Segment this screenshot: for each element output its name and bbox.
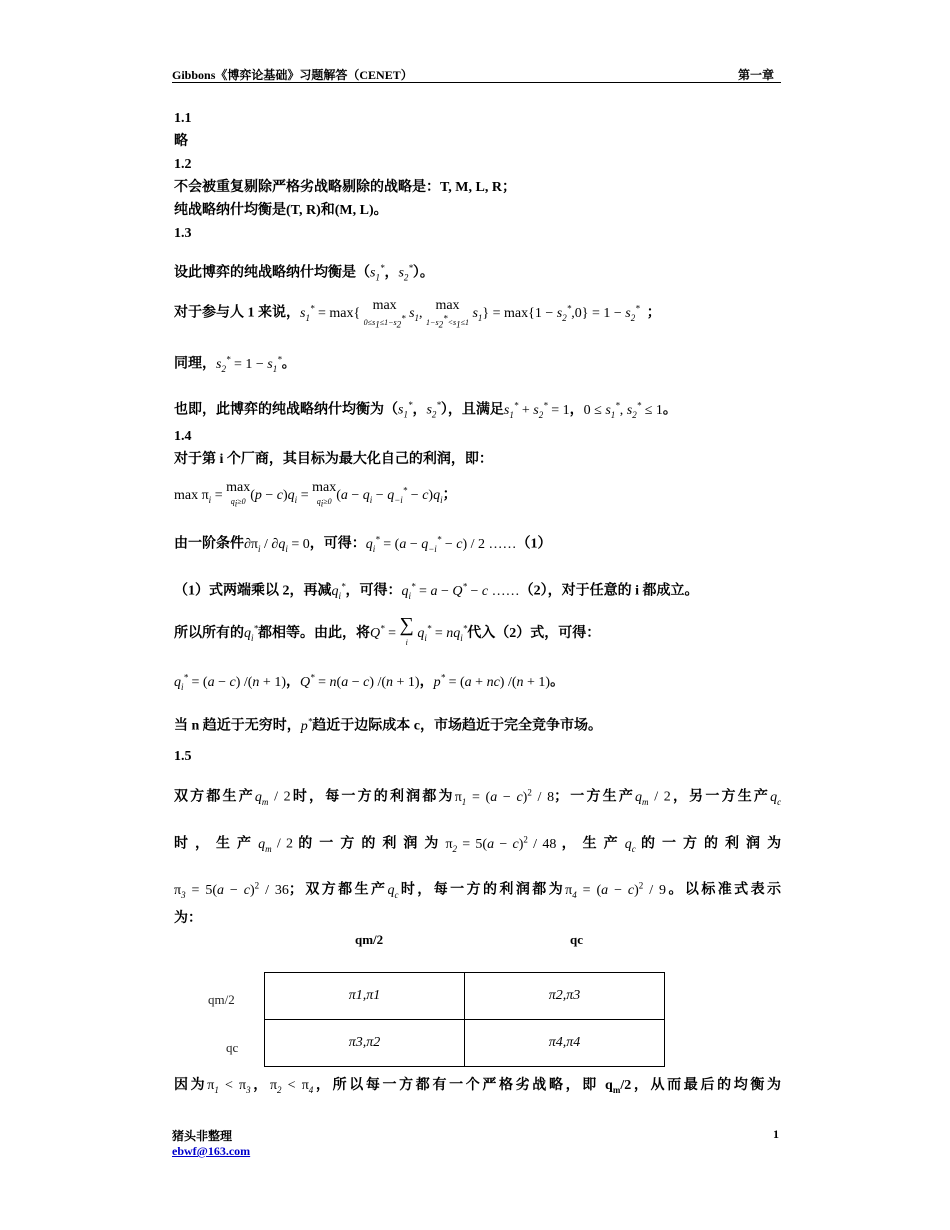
section-1-1-text: 略 bbox=[174, 134, 188, 149]
section-1-5-para-line2: 时 ， 生 产 $q_m / 2$ 的 一 方 的 利 润 为 $\pi_2 = 5(a - c)^2 / 48$ ， 生 产 $q_c$ 的 一 方 的 利 润 为 bbox=[174, 834, 782, 854]
footer-email-link[interactable]: ebwf@163.com bbox=[172, 1144, 251, 1158]
section-1-4-intro: 对于第 i 个厂商，其目标为最大化自己的利润，即： bbox=[174, 452, 493, 467]
matrix-cell-1-2: π2,π3 bbox=[465, 973, 665, 1020]
matrix-row-header-2: qc bbox=[226, 1040, 239, 1055]
section-1-5-conclusion: 因为$\pi_1 < \pi_3$，$\pi_2 < \pi_4$，所以每一方都有一个严格劣战略，即 $q_m/2$，从而最后的均衡为 bbox=[174, 1078, 782, 1095]
section-1-3-line3: 同理，$s_2^* = 1 - s_1^*$。 bbox=[174, 354, 296, 374]
header-rule bbox=[172, 82, 781, 83]
section-1-4-sum: 所以所有的$q_i^*$都相等。由此，将Q* = ∑ i $q_i^* = nq_i^*$代入（2）式，可得： bbox=[174, 614, 601, 647]
section-1-5-number: 1.5 bbox=[174, 749, 192, 764]
section-1-4-number: 1.4 bbox=[174, 429, 192, 444]
section-1-1-number: 1.1 bbox=[174, 111, 192, 126]
matrix-cell-2-2: π4,π4 bbox=[465, 1020, 665, 1067]
header-title: Gibbons《博弈论基础》习题解答（CENET） bbox=[172, 68, 413, 82]
section-1-4-limit: 当 n 趋近于无穷时，p*趋近于边际成本 c，市场趋近于完全竞争市场。 bbox=[174, 716, 603, 734]
page-number: 1 bbox=[773, 1127, 779, 1141]
matrix-cell-1-1: π1,π1 bbox=[265, 973, 465, 1020]
matrix-col-header-2: qc bbox=[570, 932, 583, 947]
section-1-3-number: 1.3 bbox=[174, 226, 192, 241]
section-1-5-para-line3: $\pi_3 = 5(a - c)^2 / 36$；双方都生产$q_c$时，每一方的利润都为$\pi_4 = (a - c)^2 / 9$。以标准式表示 bbox=[174, 880, 782, 900]
section-1-2-line1: 不会被重复剔除严格劣战略剔除的战略是：T, M, L, R； bbox=[174, 180, 516, 195]
section-1-4-multiply: （1）式两端乘以 2，再减$q_i^*$，可得：$q_i^* = a - Q^* - c$ ……（2），对于任意的 i 都成立。 bbox=[174, 581, 699, 601]
section-1-3-line4: 也即，此博弈的纯战略纳什均衡为（$s_1^*$，$s_2^*$），且满足$s_1^* + s_2^* = 1$，$0 \le s_1^*$, $s_2^* \le 1$。 bbox=[174, 400, 677, 420]
section-1-4-objective: $\max \pi_i = \max$ $q_i\ge 0$ $(p - c)q_i = \max$ $q_i\ge 0$ $(a - q_i - q_{-i}^* - c)q_i$； bbox=[174, 480, 457, 509]
matrix-cell-2-1: π3,π2 bbox=[265, 1020, 465, 1067]
section-1-4-solution: $q_i^* = (a - c) /(n + 1)$，Q* = n(a − c) /(n + 1)，p* = (a + nc) /(n + 1)。 bbox=[174, 672, 565, 692]
section-1-4-foc: 由一阶条件$\partial\pi_i / \partial q_i = 0$，可得：$q_i^* = (a - q_{-i}^* - c) / 2$ ……（1） bbox=[174, 534, 552, 554]
section-1-5-para-line1: 双方都生产$q_m / 2$时，每一方的利润都为$\pi_1 = (a - c)^2 / 8$；一方生产$q_m / 2$，另一方生产$q_c$ bbox=[174, 787, 782, 807]
header-chapter: 第一章 bbox=[738, 68, 775, 82]
section-1-2-line2: 纯战略纳什均衡是(T, R)和(M, L)。 bbox=[174, 203, 388, 218]
matrix-col-header-1: qm/2 bbox=[355, 932, 384, 947]
footer-author: 猪头非整理 bbox=[172, 1129, 233, 1143]
section-1-5-para-line4: 为： bbox=[174, 911, 202, 926]
section-1-2-number: 1.2 bbox=[174, 157, 192, 172]
matrix-row-header-1: qm/2 bbox=[208, 992, 235, 1007]
payoff-matrix bbox=[264, 972, 665, 1067]
section-1-3-line1: 设此博弈的纯战略纳什均衡是（$s_1^*$，$s_2^*$）。 bbox=[174, 263, 434, 283]
section-1-3-line2: 对于参与人 1 来说，$s_1^* = \max${ max $0\le s_1\le 1-s_2^*$ $s_1$, max $1-s_2^*<s_1\le 1$ $s_1\} = \max\{1 - s_2^*,0\} = 1 - s_2^*$ ； bbox=[174, 298, 661, 330]
